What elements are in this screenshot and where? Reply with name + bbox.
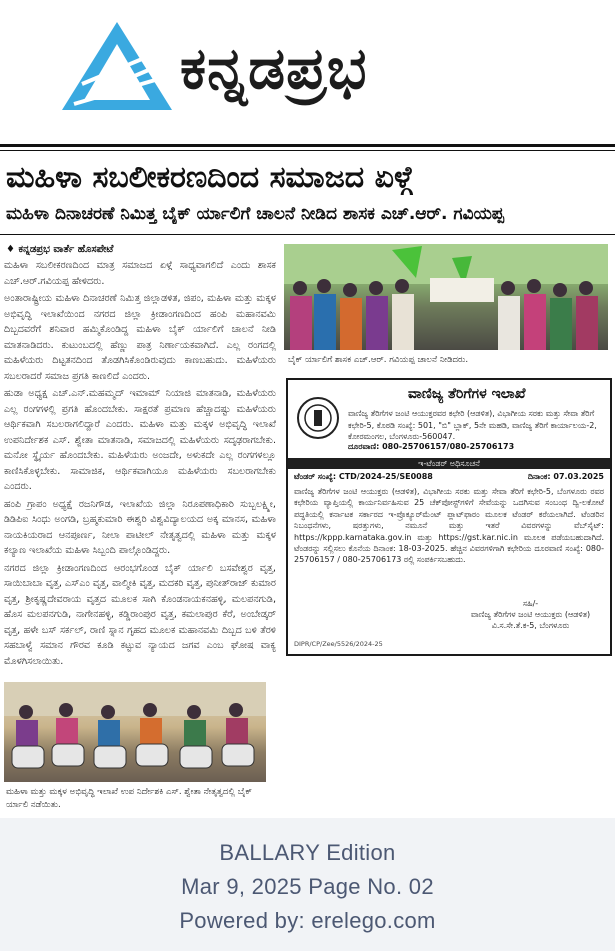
ad-signatory-title: ವಾಣಿಜ್ಯ ತೆರಿಗೆಗಳ ಜಂಟಿ ಆಯುಕ್ತರು (ಆಡಳಿತ) [470,610,591,619]
ad-phone: ದೂರವಾಣಿ: 080-25706157/080-25706173 [348,442,515,451]
ad-reference: DIPR/CP/Zee/5526/2024-25 [294,640,383,648]
kannada-prabha-logo-icon [62,22,172,112]
bike-rally-illustration-icon [4,682,266,782]
powered-by-label: Powered by: erelego.com [179,908,436,933]
byline: ♦ ಕನ್ನಡಪ್ರಭ ವಾರ್ತೆ ಹೊಸಪೇಟೆ [6,244,114,255]
ad-signatory [458,598,603,631]
bike-rally-photo [4,682,266,782]
article-paragraph: ಹಂಪಿ ಗ್ರಾಪಂ ಅಧ್ಯಕ್ಷೆ ರಜನಿಗೌಡ, ಇಲಾಖೆಯ ಜಿಲ್ಲಾ ನಿರೂಪಣಾಧಿಕಾರಿ ಸುಬ್ಬಲಕ್ಷ್ಮೀ, ಡಿಡಿಪಿಐ ಸಿಂಧು ಅಂಗಡಿ, ಬ್ರಹ್ಮಕುಮಾರಿ ಈಶ್ವರಿ ವಿಶ್ವವಿದ್ಯಾಲಯದ ಅಕ್ಕ ಮಾನಸ, ಮಹಿಳಾ ನಾಯಕಿಯರಾದ ಆನಪೂರ್ಣ, ನೀಲಾ ಪಾಟೀಲ್ ನೇತೃತ್ವದಲ್ಲಿ ಮಹಿಳಾ ಮತ್ತು ಮಕ್ಕಳ ಕಲ್ಯಾಣ ಇಲಾಖೆಯ ಮಹಿಳಾ ಸಿಬ್ಬಂದಿ ಪಾಲ್ಗೊಂಡಿದ್ದರು. [4,498,276,556]
masthead-rule [0,144,615,147]
ad-tender-row [294,472,604,482]
tender-advertisement [286,378,612,656]
ad-body: ವಾಣಿಜ್ಯ ತೆರಿಗೆಗಳ ಜಂಟಿ ಆಯುಕ್ತರು (ಆಡಳಿತ), ವಿಭಾಗೀಯ ಸರಕು ಮತ್ತು ಸೇವಾ ತೆರಿಗೆ ಕಛೇರಿ-5, ಬೆಂಗಳೂರು ರವರ ಕಛೇರಿಯ ವ್ಯಾಪ್ತಿಯಲ್ಲಿ ಕಾರ್ಯನಿರ್ವಹಿಸುವ 25 ಚೆಕ್‌ಪೋಸ್ಟ್‌ಗಳಿಗೆ ಸೇವೆಯನ್ನು ಒದಗಿಸುವ ಸಂಬಂಧ ದ್ವಿ-ಲಕೋಟೆ ಪದ್ಧತಿಯಲ್ಲಿ ಕರ್ನಾಟಕ ಸರ್ಕಾರದ ಇ-ಪ್ರೊಕ್ಯೂರ್‌ಮೆಂಟ್ ಪ್ಲಾಟ್‌ಫಾರಂ ಮೂಲಕ ಟೆಂಡರ್ ಕರೆಯಲಾಗಿದೆ. ಟೆಂಡರಿನ ನಿಬಂಧನೆಗಳು, ಷರತ್ತುಗಳು, ನಮೂನೆ ಮತ್ತು ಇತರೆ ವಿವರಗಳನ್ನು ವೆಬ್‌ಸೈಟ್: https://kppp.karnataka.gov.in ಮತ್ತು https://gst.kar.nic.in ಮೂಲಕ ಪಡೆಯಬಹುದಾಗಿದೆ. ಟೆಂಡರನ್ನು ಸಲ್ಲಿಸಲು ಕೊನೆಯ ದಿನಾಂಕ: 18-03-2025. ಹೆಚ್ಚಿನ ವಿವರಗಳಿಗಾಗಿ ಕಛೇರಿಯ ದೂರವಾಣಿ ಸಂಖ್ಯೆ: 080-25706157 / 080-25706173 ರಲ್ಲಿ ಸಂಪರ್ಕಿಸಬಹುದು. [294,487,604,565]
government-emblem-icon [296,396,340,440]
article-paragraph: ನಗರದ ಜಿಲ್ಲಾ ಕ್ರೀಡಾಂಗಣದಿಂದ ಆರಂಭಗೊಂಡ ಬೈಕ್ ರ್ಯಾಲಿ ಬಸವೇಶ್ವರ ವೃತ್ತ, ಸಾಯಿಬಾಬಾ ವೃತ್ತ, ಎಸ್‌ಎಂ ವೃತ್ತ, ವಾಲ್ಮೀಕಿ ವೃತ್ತ, ಮದಕರಿ ವೃತ್ತ, ಪುನೀತ್‌ರಾಜ್ ಕುಮಾರ ವೃತ್ತ, ಶ್ರೀಕೃಷ್ಣದೇವರಾಯ ವೃತ್ತದ ಮೂಲಕ ಸಾಗಿ ಕೊಂಡನಾಯಕನಹಳ್ಳಿ, ಮಲಪನಗುಡಿ, ಹೊಸ ಮಲಪನಗುಡಿ, ನಾಗೇನಹಳ್ಳಿ, ಕಡ್ಡಿರಾಂಪುರ ವೃತ್ತ, ಕಮಲಾಪುರ ಕೆರೆ, ಅಂಬೇಡ್ಕರ್ ವೃತ್ತ, ಹಳೇ ಬಸ್ ಸರ್ಕಲ್, ರಾಣಿ ಸ್ನಾನ ಗೃಹದ ಮೂಲಕ ಮಹಾನವಮಿ ದಿಬ್ಬದ ಬಳಿ ತೆರಳಿ ಸಹಬಾಳ್ವೆ ಸಮಾನ ಗೌರವ ಕೂಡಿ ಕಟ್ಟುವ ನ್ಯಾಯದ ಜಗವ ಎಂಬ ಘೋಷ ವಾಕ್ಯ ಮೊಳಗಿಸಲಾಯಿತು. [4,562,276,667]
article-paragraph: ಹುಡಾ ಅಧ್ಯಕ್ಷ ಎಚ್.ಎನ್.ಮಹಮ್ಮದ್ ಇಮಾಮ್ ನಿಯಾಜಿ ಮಾತನಾಡಿ, ಮಹಿಳೆಯರು ಎಲ್ಲ ರಂಗಗಳಲ್ಲಿ ಪ್ರಗತಿ ಹೊಂದಬೇಕು. ಸಾಕ್ಷರತೆ ಪ್ರಮಾಣ ಹೆಚ್ಚಾದಷ್ಟು ಮಹಿಳೆಯರು ಆರ್ಥಿಕವಾಗಿ ಸಬಲರಾಗಲಿದ್ದಾರೆ ಎಂದರು. ಮಹಿಳಾ ಮತ್ತು ಮಕ್ಕಳ ಅಭಿವೃದ್ಧಿ ಇಲಾಖೆ ಉಪನಿರ್ದೇಶಕ ಎಸ್. ಶ್ವೇತಾ ಮಾತನಾಡಿ, ಸಮಾಜದಲ್ಲಿ ಮಹಿಳೆಯರು ಸದೃಢರಾಗಬೇಕು. ಮನೋ ಸ್ಥೈರ್ಯ ಹೊಂದಬೇಕು. ಮಹಿಳೆಯರು ಅಂಜದೇ, ಅಳುಕದೇ ಎಲ್ಲ ರಂಗಗಳಲ್ಲೂ ಕಾಣಿಸಿಕೊಳ್ಳಬೇಕು. ಸಾಮಾಜಿಕ, ಆರ್ಥಿಕವಾಗಿಯೂ ಮಹಿಳೆಯರು ಸಬಲರಾಗಬೇಕು ಎಂದರು. [4,388,276,492]
photo1-caption: ಬೈಕ್ ರ್ಯಾಲಿಗೆ ಶಾಸಕ ಎಚ್.ಆರ್. ಗವಿಯಪ್ಪ ಚಾಲನೆ ನೀಡಿದರು. [288,355,469,365]
crowd-illustration-icon [284,244,608,350]
subheadline-rule [0,234,615,235]
article-paragraph: ಅಂತಾರಾಷ್ಟ್ರೀಯ ಮಹಿಳಾ ದಿನಾಚರಣೆ ನಿಮಿತ್ತ ಜಿಲ್ಲಾಡಳಿತ, ಜಿಪಂ, ಮಹಿಳಾ ಮತ್ತು ಮಕ್ಕಳ ಅಭಿವೃದ್ಧಿ ಇಲಾಖೆಯಿಂದ ನಗರದ ಜಿಲ್ಲಾ ಕ್ರೀಡಾಂಗಣದಿಂದ ಹಂಪಿ ಮಹಾನವಮಿ ದಿಬ್ಬದವರೆಗೆ ಶನಿವಾರ ಹಮ್ಮಿಕೊಂಡಿದ್ದ ಮಹಿಳಾ ಬೈಕ್ ರ್ಯಾಲಿಗೆ ಚಾಲನೆ ನೀಡಿ ಮಾತನಾಡಿದರು. ಕುಟುಂಬದಲ್ಲಿ ಹೆಣ್ಣು ಪಾತ್ರ ನಿರ್ಣಾಯಕವಾಗಿದೆ. ಎಲ್ಲ ರಂಗದಲ್ಲಿ ಮಹಿಳೆಯರು ದಿಟ್ಟತನದಿಂದ ತೊಡಗಿಸಿಕೊಂಡಿರುವುದು ಕಾಣಬಹುದು. ಮಹಿಳೆಯರು ಸಬಲರಾದರೆ ಸಮಾಜ ಪ್ರಗತಿ ಕಾಣಲಿದೆ ಎಂದರು. [4,293,276,382]
ad-tender-number: ಟೆಂಡರ್ ಸಂಖ್ಯೆ: CTD/2024-25/SE0088 [294,472,433,481]
masthead-rule-thin [0,150,615,151]
article-body [4,258,276,678]
masthead [0,0,615,140]
rally-inauguration-photo [284,244,608,350]
edition-label: BALLARY Edition [219,840,396,865]
ad-signatory-office: ವಿ.ಸ.ಸೇ.ತೆ.ಕ-5, ಬೆಂಗಳೂರು [491,621,570,630]
ad-signature: ಸಹಿ/- [522,599,539,608]
ad-department-title: ವಾಣಿಜ್ಯ ತೆರಿಗೆಗಳ ಇಲಾಖೆ [408,386,526,402]
footer [0,818,615,951]
masthead-title: ಕನ್ನಡಪ್ರಭ [180,34,368,102]
ad-notice-band: ಇ-ಟೆಂಡರ್ ಅಧಿಸೂಚನೆ [288,458,610,469]
headline: ಮಹಿಳಾ ಸಬಲೀಕರಣದಿಂದ ಸಮಾಜದ ಏಳ್ಗೆ [6,160,414,195]
ad-address: ವಾಣಿಜ್ಯ ತೆರಿಗೆಗಳ ಜಂಟಿ ಆಯುಕ್ತರವರ ಕಛೇರಿ (ಆಡಳಿತ), ವಿಭಾಗೀಯ ಸರಕು ಮತ್ತು ಸೇವಾ ತೆರಿಗೆ ಕಛೇರಿ-5, ಕೊಠಡಿ ಸಂಖ್ಯೆ: 501, "ಬಿ" ಬ್ಲಾಕ್, 5ನೇ ಮಹಡಿ, ವಾಣಿಜ್ಯ ತೆರಿಗೆ ಕಾರ್ಯಾಲಯ-2, ಕೋರಮಂಗಲ, ಬೆಂಗಳೂರು-560047. [348,409,597,441]
subheadline: ಮಹಿಳಾ ದಿನಾಚರಣೆ ನಿಮಿತ್ತ ಬೈಕ್ ರ್ಯಾಲಿಗೆ ಚಾಲನೆ ನೀಡಿದ ಶಾಸಕ ಎಚ್.ಆರ್. ಗವಿಯಪ್ಪ [6,204,504,224]
ad-tender-date: ದಿನಾಂಕ: 07.03.2025 [527,472,604,481]
article-paragraph: ಮಹಿಳಾ ಸಬಲೀಕರಣದಿಂದ ಮಾತ್ರ ಸಮಾಜದ ಏಳ್ಗೆ ಸಾಧ್ಯವಾಗಲಿದೆ ಎಂದು ಶಾಸಕ ಎಚ್.ಆರ್.ಗವಿಯಪ್ಪ ಹೇಳಿದರು. [4,260,276,287]
date-page-label: Mar 9, 2025 Page No. 02 [181,874,434,899]
photo2-caption: ಮಹಿಳಾ ಮತ್ತು ಮಕ್ಕಳ ಅಭಿವೃದ್ಧಿ ಇಲಾಖೆ ಉಪ ನಿರ್ದೇಶಕಿ ಎಸ್. ಶ್ವೇತಾ ನೇತೃತ್ವದಲ್ಲಿ ಬೈಕ್ ರ್ಯಾಲಿ ನಡೆಯಿತು. [6,787,253,810]
